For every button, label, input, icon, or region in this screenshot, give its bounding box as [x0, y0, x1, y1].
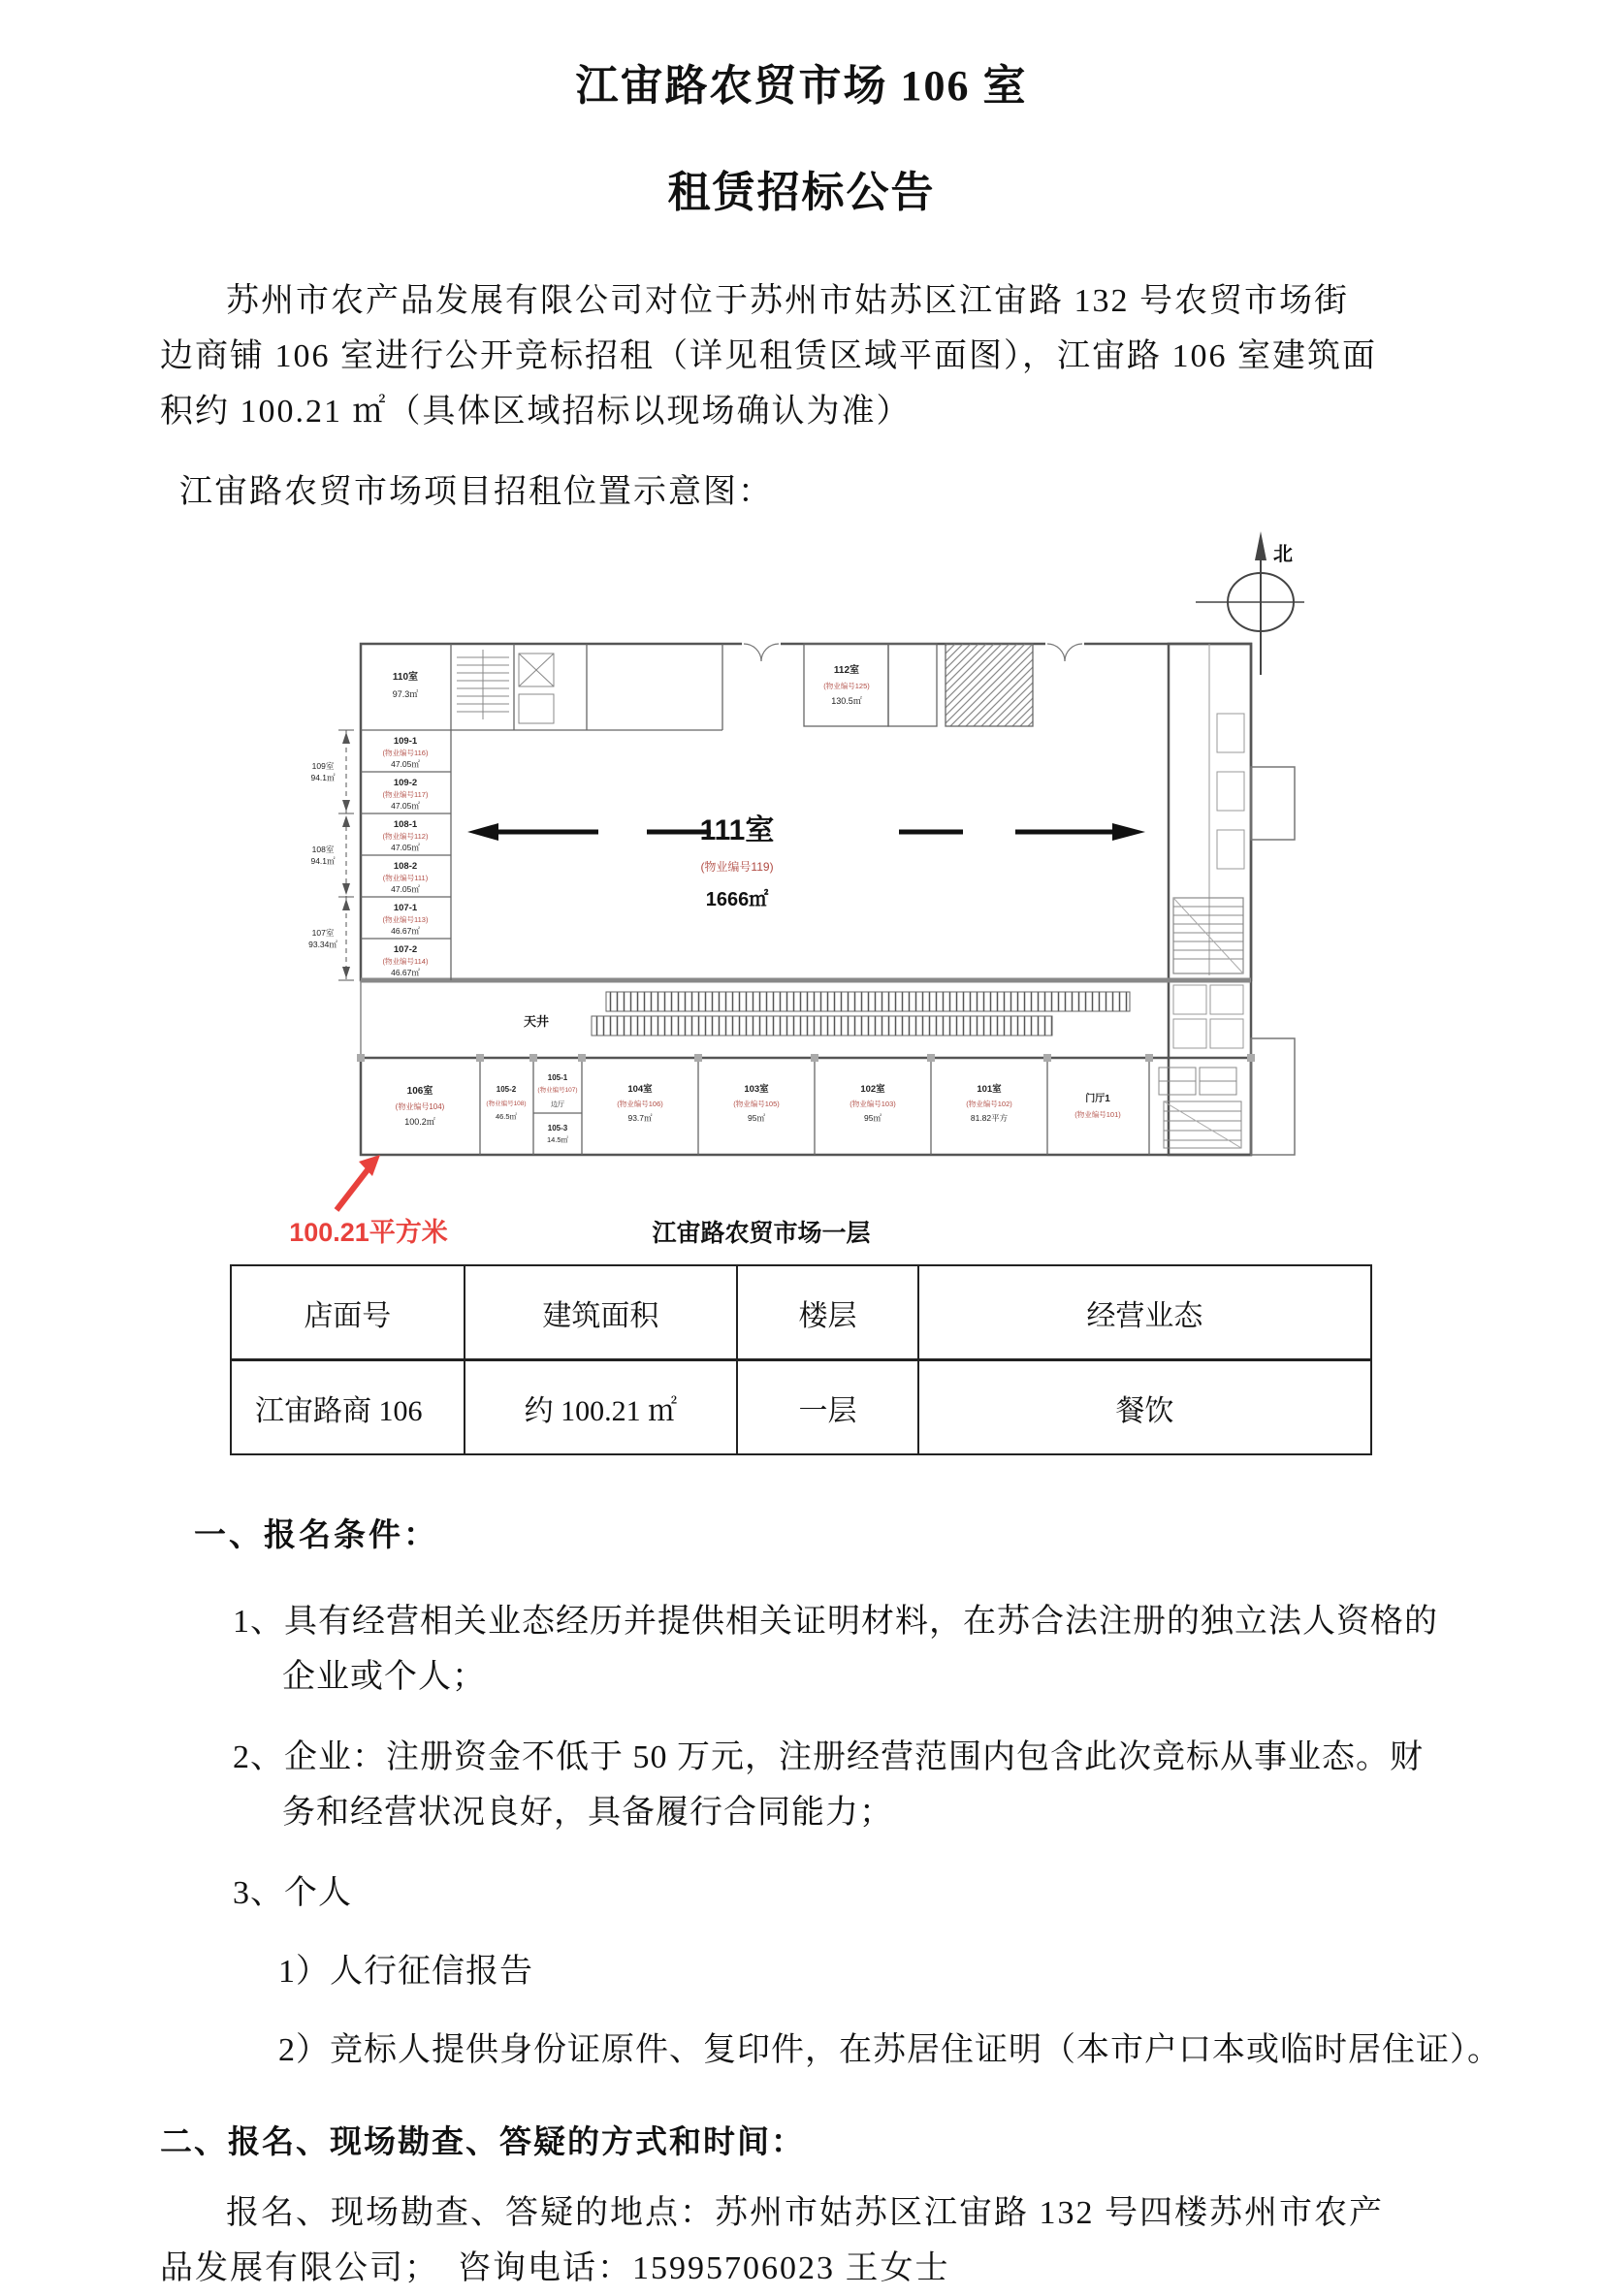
courtyard	[524, 992, 1130, 1036]
room-107-2-area: 46.67㎡	[391, 968, 420, 977]
shop-104-name: 104室	[627, 1084, 653, 1095]
condition-subitem-1: 1）人行征信报告	[278, 1954, 533, 1990]
highlight-annotation	[289, 1155, 448, 1247]
intro-paragraph	[160, 273, 1445, 439]
room-109-2-area: 47.05㎡	[391, 801, 420, 811]
closing-line-2: 品发展有限公司； 咨询电话：15995706023 王女士	[160, 2250, 950, 2286]
shop-103-name: 103室	[744, 1084, 769, 1095]
shop-101-name: 101室	[977, 1084, 1002, 1095]
closing-line-1: 报名、现场勘查、答疑的地点：苏州市姑苏区江宙路 132 号四楼苏州市农产	[226, 2195, 1384, 2231]
hall-area: 1666㎡	[705, 889, 769, 910]
hall-code: (物业编号119)	[700, 860, 774, 874]
shop-102-area: 95㎡	[864, 1113, 882, 1123]
shop-106-area: 100.2㎡	[404, 1117, 435, 1127]
building-walls	[361, 644, 1295, 1155]
hall-arrows	[467, 823, 1145, 841]
header-shop-number: 店面号	[231, 1265, 465, 1360]
shop-105-mid-label: 边厅	[551, 1101, 564, 1108]
table-data-row	[231, 1360, 1371, 1455]
floor-plan-svg	[179, 520, 1304, 1257]
north-label: 北	[1273, 544, 1293, 565]
room-107-1-area: 46.67㎡	[391, 926, 420, 936]
room-107-2-code: (物业编号114)	[382, 957, 429, 966]
entrance-escalator	[1159, 1068, 1241, 1148]
shop-info-table	[230, 1264, 1372, 1455]
room-112-code: (物业编号125)	[823, 682, 870, 690]
room-108-2-code: (物业编号111)	[382, 874, 429, 882]
room-112-name: 112室	[833, 665, 860, 676]
stairs-elevator	[457, 650, 1243, 1048]
room-110-name: 110室	[392, 672, 419, 683]
section2-heading: 二、报名、现场勘查、答疑的方式和时间：	[160, 2123, 805, 2159]
dimension-track	[308, 730, 354, 980]
room-107-2-name: 107-2	[393, 944, 418, 955]
room-109-2-code: (物业编号117)	[382, 790, 429, 799]
cell-building-area: 约 100.21 ㎡	[465, 1360, 738, 1455]
shop-101-code: (物业编号102)	[966, 1100, 1012, 1108]
shop-106-name: 106室	[406, 1086, 433, 1097]
shop-101-area: 81.82平方	[970, 1113, 1009, 1123]
cell-floor: 一层	[737, 1360, 918, 1455]
shop-lobby-code: (物业编号101)	[1074, 1110, 1121, 1119]
condition-item-2: 2、企业：注册资金不低于 50 万元，注册经营范围内包含此次竞标从事业态。财务和经营状况良好，具备履行合同能力；	[233, 1739, 1424, 1831]
condition-subitem-2: 2）竞标人提供身份证原件、复印件，在苏居住证明（本市户口本或临时居住证）。	[278, 2032, 1501, 2068]
dim-109-area: 94.1㎡	[310, 773, 336, 782]
dim-107-area: 93.34㎡	[308, 940, 337, 949]
shop-103-area: 95㎡	[748, 1113, 765, 1123]
dim-108-area: 94.1㎡	[310, 856, 336, 866]
doc-title-line1: 江宙路农贸市场 106 室	[575, 62, 1028, 110]
room-112-area: 130.5㎡	[831, 696, 862, 706]
dim-109-name: 109室	[311, 761, 335, 771]
room-109-2-name: 109-2	[393, 778, 418, 788]
intro-line-1: 苏州市农产品发展有限公司对位于苏州市姑苏区江宙路 132 号农贸市场街	[226, 283, 1349, 319]
shop-row	[357, 1054, 1255, 1155]
closing-paragraph	[160, 2185, 1487, 2296]
cell-business-type: 餐饮	[918, 1360, 1371, 1455]
header-business-type: 经营业态	[918, 1265, 1371, 1360]
condition-item-3: 3、个人	[233, 1875, 352, 1911]
intro-line-2: 边商铺 106 室进行公开竞标招租（详见租赁区域平面图），江宙路 106 室建筑面	[160, 338, 1377, 374]
shop-102-name: 102室	[860, 1084, 885, 1095]
room-109-1-area: 47.05㎡	[391, 759, 420, 769]
floor-plan-figure	[179, 520, 1304, 1257]
room-110-area: 97.3㎡	[392, 689, 419, 699]
room-107-1-name: 107-1	[393, 903, 418, 913]
shop-105-2-code: (物业编号108)	[486, 1100, 527, 1107]
shop-105-2-name: 105-2	[496, 1085, 517, 1094]
header-floor: 楼层	[737, 1265, 918, 1360]
dim-108-name: 108室	[311, 845, 335, 854]
shop-105-1-name: 105-1	[547, 1073, 568, 1082]
shop-104-area: 93.7㎡	[627, 1113, 653, 1123]
condition-item-1: 1、具有经营相关业态经历并提供相关证明材料，在苏合法注册的独立法人资格的企业或个人；	[233, 1604, 1438, 1695]
shop-106-code: (物业编号104)	[395, 1102, 445, 1111]
highlight-area-label: 100.21平方米	[289, 1218, 448, 1247]
plan-caption: 江宙路农贸市场一层	[652, 1220, 871, 1247]
room-108-1-name: 108-1	[393, 819, 418, 830]
shop-lobby-name: 门厅1	[1085, 1094, 1110, 1104]
shop-105-1-code: (物业编号107)	[537, 1087, 578, 1094]
room-109-1-name: 109-1	[393, 736, 418, 747]
shop-104-code: (物业编号106)	[617, 1100, 663, 1108]
room-108-2-name: 108-2	[393, 861, 418, 872]
room-107-1-code: (物业编号113)	[382, 915, 429, 924]
doc-title-line2: 租赁招标公告	[667, 169, 936, 216]
dim-107-name: 107室	[311, 928, 335, 938]
top-room-labels	[393, 663, 871, 706]
shop-102-code: (物业编号103)	[850, 1100, 896, 1108]
room-108-1-area: 47.05㎡	[391, 843, 420, 852]
intro-line-3: 积约 100.21 ㎡（具体区域招标以现场确认为准）	[160, 394, 912, 430]
header-building-area: 建筑面积	[465, 1265, 738, 1360]
hall-name: 111室	[699, 814, 775, 846]
room-109-1-code: (物业编号116)	[382, 749, 429, 757]
hall-111	[467, 814, 1145, 910]
plan-intro-line: 江宙路农贸市场项目招租位置示意图：	[179, 474, 773, 510]
partitions	[361, 644, 1244, 980]
section1-heading: 一、报名条件：	[194, 1516, 438, 1552]
shop-105-3-area: 14.5㎡	[546, 1135, 569, 1144]
shop-103-code: (物业编号105)	[733, 1100, 780, 1108]
room-108-2-area: 47.05㎡	[391, 884, 420, 894]
shop-105-2-area: 46.5㎡	[495, 1112, 518, 1121]
shop-105-3-name: 105-3	[547, 1124, 568, 1132]
cell-shop-number: 江宙路商 106	[231, 1360, 465, 1455]
courtyard-label: 天井	[523, 1014, 550, 1029]
room-108-1-code: (物业编号112)	[382, 832, 429, 841]
table-header-row	[231, 1265, 1371, 1360]
